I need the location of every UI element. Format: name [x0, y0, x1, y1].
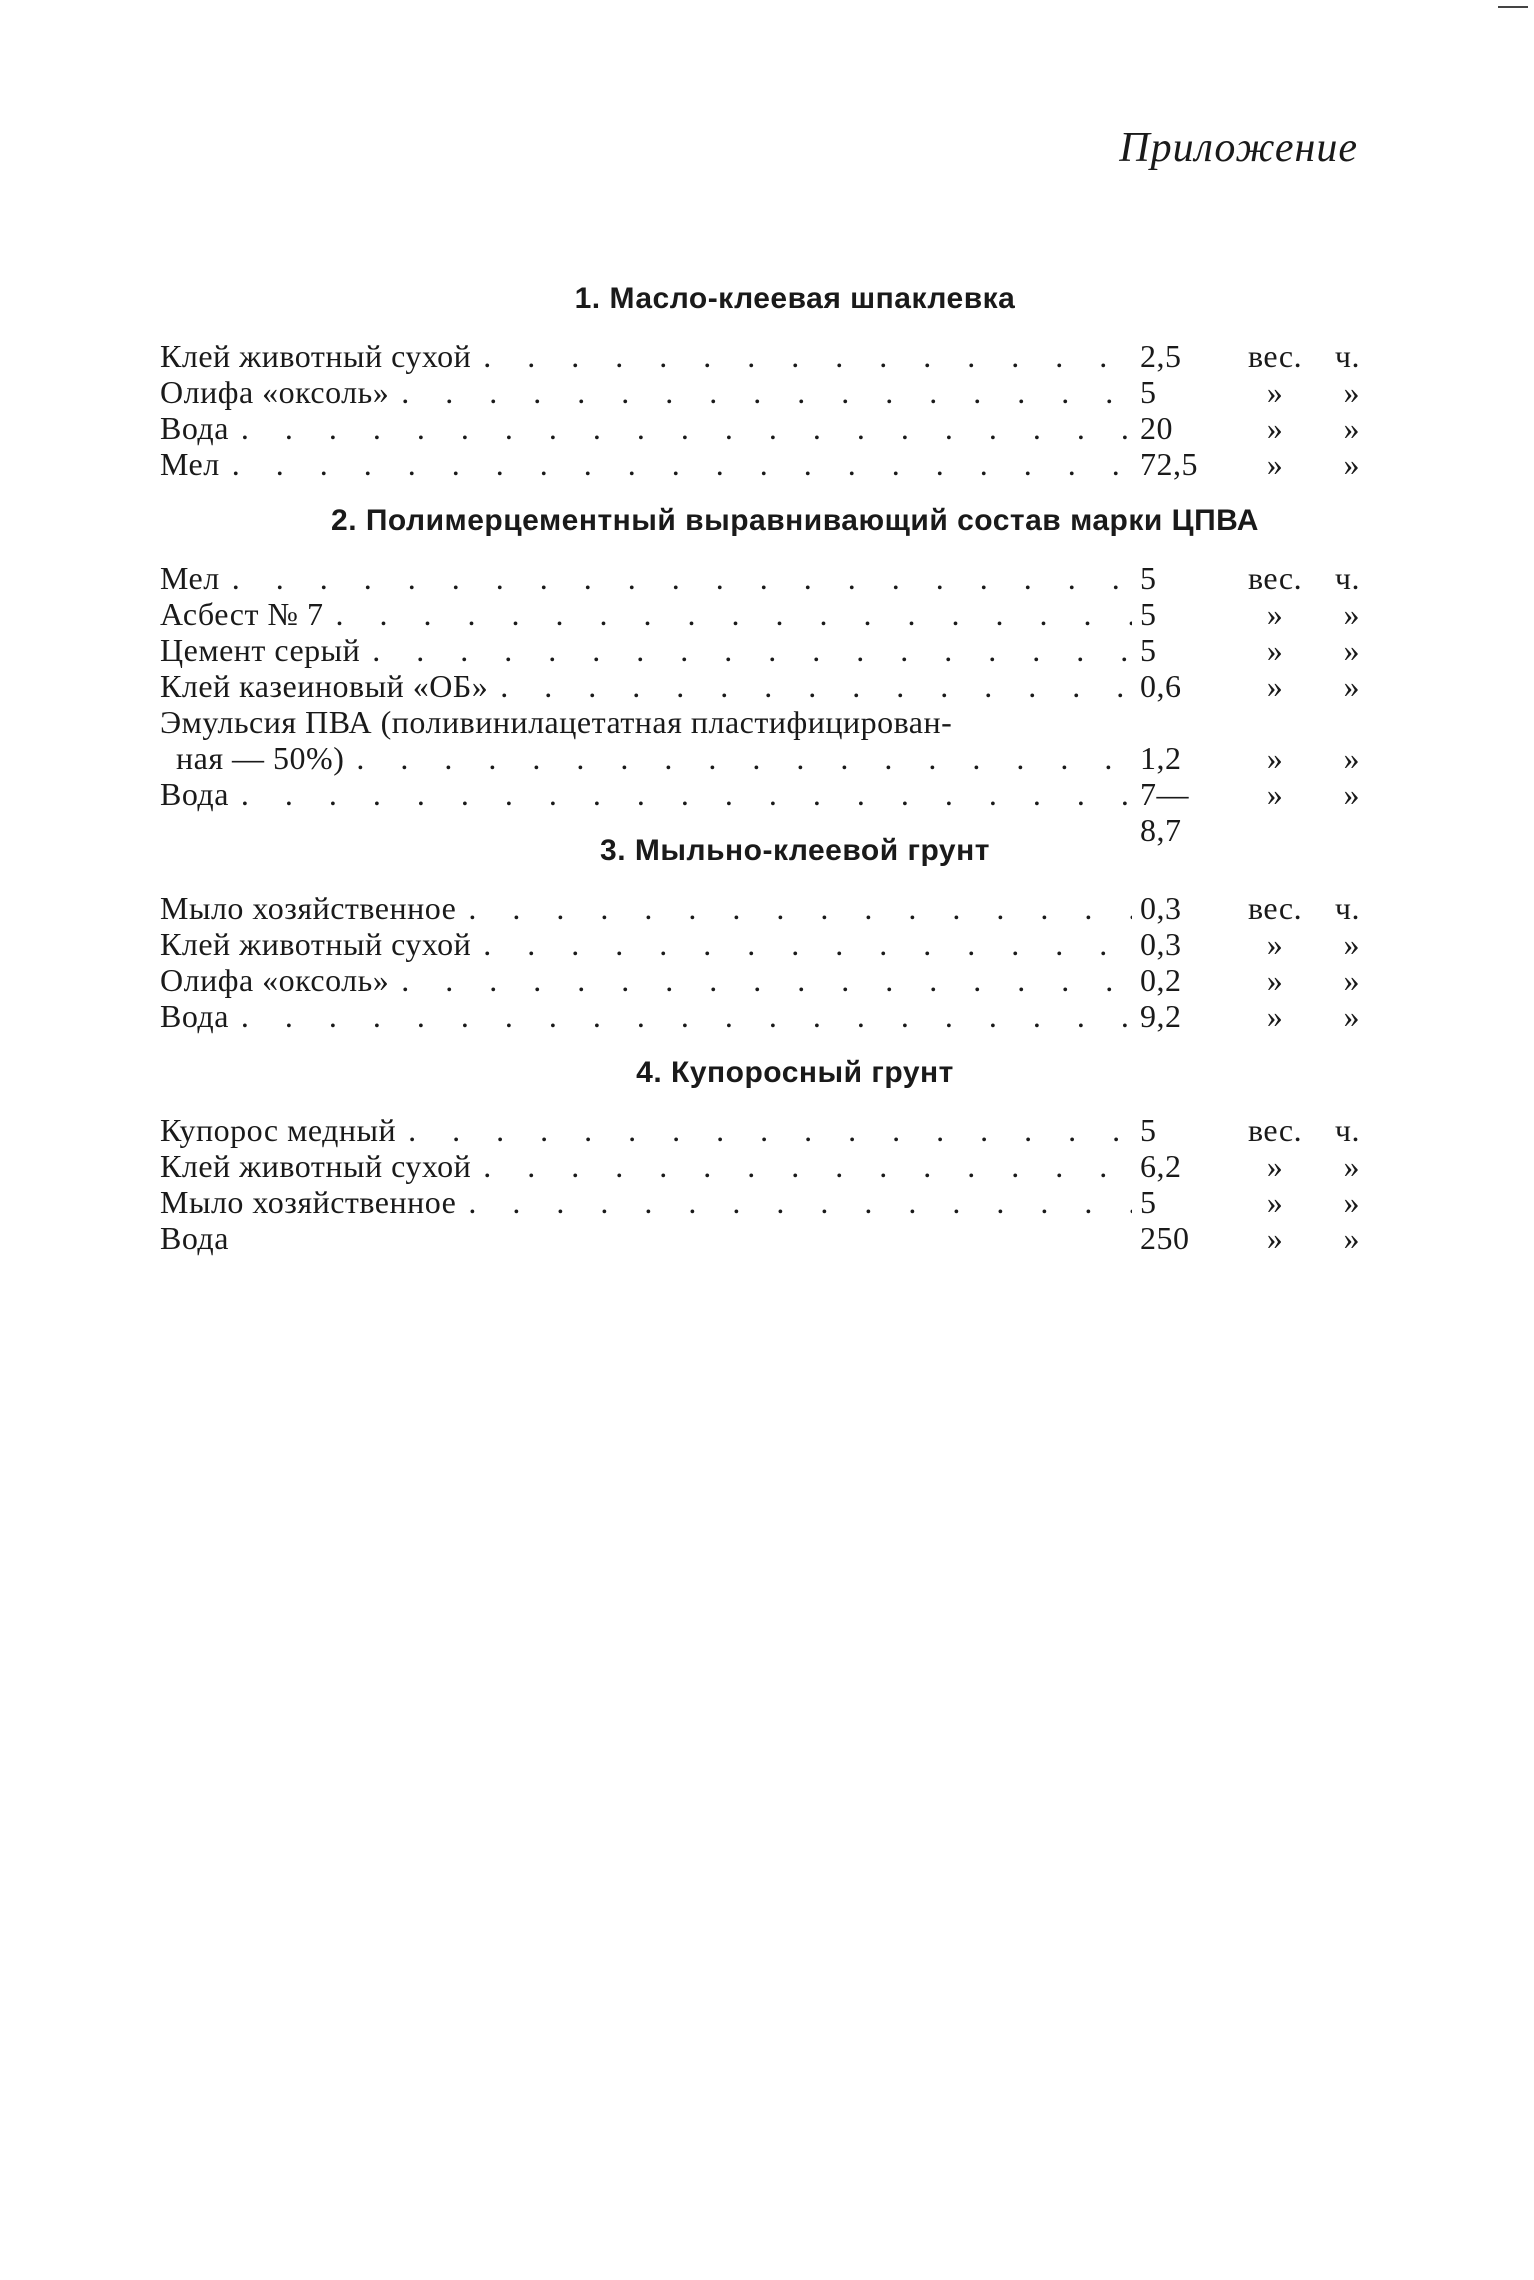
ingredient-unit-part: ч. — [1334, 560, 1360, 596]
dot-leader — [220, 560, 1132, 596]
dot-leader — [229, 998, 1132, 1034]
ingredient-unit-part: » — [1343, 1220, 1360, 1256]
ingredient-name: Вода — [160, 776, 229, 812]
dot-leader — [396, 1112, 1132, 1148]
ingredient-row — [160, 446, 1360, 482]
ingredient-unit-part: » — [1343, 926, 1360, 962]
ingredient-row — [160, 632, 1360, 668]
ingredient-row — [160, 1184, 1360, 1220]
ingredient-name: Мыло хозяйственное — [160, 1184, 457, 1220]
ingredient-name: Мел — [160, 446, 220, 482]
ingredient-list — [160, 338, 1360, 482]
ingredient-unit: » — [1266, 596, 1284, 632]
ingredient-unit: вес. — [1247, 1112, 1303, 1148]
dot-leader — [488, 668, 1132, 704]
ingredient-name: Олифа «оксоль» — [160, 962, 390, 998]
ingredient-quantity: 0,6 — [1140, 668, 1182, 704]
ingredient-unit-part: » — [1343, 1148, 1360, 1184]
ingredient-name: Клей животный сухой — [160, 1148, 472, 1184]
ingredient-quantity: 6,2 — [1140, 1148, 1182, 1184]
dot-leader — [471, 338, 1132, 374]
dot-leader — [229, 410, 1132, 446]
ingredient-name: Клей животный сухой — [160, 338, 472, 374]
dot-leader — [471, 926, 1132, 962]
ingredient-row — [160, 890, 1360, 926]
ingredient-unit-part: » — [1343, 446, 1360, 482]
ingredient-name-line1: Эмульсия ПВА (поливинилацетатная пластифицирован- — [160, 704, 953, 740]
section-title: 3. Мыльно-клеевой грунт — [600, 834, 990, 867]
ingredient-row — [160, 926, 1360, 962]
dot-leader — [344, 740, 1132, 776]
ingredient-unit: » — [1266, 668, 1284, 704]
ingredient-quantity: 0,2 — [1140, 962, 1182, 998]
ingredient-row — [160, 776, 1360, 848]
ingredient-name: Вода — [160, 998, 229, 1034]
ingredient-unit-part: » — [1343, 962, 1360, 998]
section-3 — [160, 834, 1360, 1034]
ingredient-unit-part: » — [1343, 410, 1360, 446]
dot-leader — [389, 962, 1132, 998]
dot-leader — [229, 776, 1132, 812]
ingredient-name: Олифа «оксоль» — [160, 374, 390, 410]
ingredient-unit-part: ч. — [1334, 338, 1360, 374]
ingredient-unit-part: » — [1343, 632, 1360, 668]
ingredient-list — [160, 1112, 1360, 1256]
ingredient-unit-part: » — [1343, 596, 1360, 632]
ingredient-name: Мел — [160, 560, 220, 596]
section-2 — [160, 504, 1360, 848]
ingredient-unit: » — [1266, 374, 1284, 410]
ingredient-unit-part: » — [1343, 740, 1360, 776]
ingredient-unit: вес. — [1247, 338, 1303, 374]
ingredient-row — [160, 962, 1360, 998]
ingredient-name: Вода — [160, 410, 229, 446]
ingredient-unit: » — [1266, 1220, 1284, 1256]
ingredient-unit-part: » — [1343, 374, 1360, 410]
ingredient-row — [160, 1112, 1360, 1148]
ingredient-row — [160, 1148, 1360, 1184]
ingredient-name: Асбест № 7 — [160, 596, 324, 632]
ingredient-name: Клей казеиновый «ОБ» — [160, 668, 489, 704]
ingredient-row — [160, 704, 1360, 776]
ingredient-unit-part: » — [1343, 776, 1360, 812]
section-4 — [160, 1056, 1360, 1256]
dot-leader — [456, 1184, 1132, 1220]
section-title: 4. Купоросный грунт — [636, 1056, 954, 1089]
ingredient-unit-part: » — [1343, 668, 1360, 704]
ingredient-unit-part: » — [1343, 1184, 1360, 1220]
ingredient-name: Вода — [160, 1220, 229, 1256]
ingredient-row — [160, 1220, 1360, 1256]
ingredient-quantity: 5 — [1140, 1112, 1157, 1148]
ingredient-row — [160, 410, 1360, 446]
ingredient-quantity: 5 — [1140, 374, 1157, 410]
ingredient-name: Купорос медный — [160, 1112, 397, 1148]
ingredient-unit: вес. — [1247, 890, 1303, 926]
dot-leader — [220, 446, 1132, 482]
ingredient-quantity: 250 — [1140, 1220, 1190, 1256]
ingredient-row — [160, 998, 1360, 1034]
ingredient-unit: » — [1266, 998, 1284, 1034]
ingredient-unit-part: ч. — [1334, 890, 1360, 926]
dot-leader — [360, 632, 1132, 668]
ingredient-row — [160, 668, 1360, 704]
ingredient-row — [160, 596, 1360, 632]
appendix-content — [160, 272, 1360, 1278]
ingredient-unit: » — [1266, 926, 1284, 962]
ingredient-unit: » — [1266, 632, 1284, 668]
ingredient-list — [160, 890, 1360, 1034]
ingredient-unit: » — [1266, 410, 1284, 446]
ingredient-unit: » — [1266, 1148, 1284, 1184]
ingredient-list — [160, 560, 1360, 848]
ingredient-quantity: 9,2 — [1140, 998, 1182, 1034]
ingredient-row — [160, 560, 1360, 596]
ingredient-quantity: 72,5 — [1140, 446, 1198, 482]
ingredient-quantity: 0,3 — [1140, 890, 1182, 926]
dot-leader — [471, 1148, 1132, 1184]
ingredient-unit: » — [1266, 740, 1284, 776]
ingredient-name: Цемент серый — [160, 632, 361, 668]
ingredient-quantity: 7—8,7 — [1140, 776, 1189, 848]
ingredient-name: ная — 50%) — [176, 740, 345, 776]
ingredient-unit: » — [1266, 962, 1284, 998]
ingredient-quantity: 5 — [1140, 596, 1157, 632]
ingredient-row — [160, 374, 1360, 410]
corner-mark — [1498, 6, 1528, 8]
ingredient-quantity: 5 — [1140, 632, 1157, 668]
dot-leader — [456, 890, 1132, 926]
ingredient-name: Мыло хозяйственное — [160, 890, 457, 926]
ingredient-quantity: 1,2 — [1140, 740, 1182, 776]
dot-leader — [323, 596, 1132, 632]
ingredient-unit-part: » — [1343, 998, 1360, 1034]
page-header: Приложение — [1119, 125, 1358, 171]
ingredient-unit: » — [1266, 776, 1284, 812]
ingredient-quantity: 5 — [1140, 560, 1157, 596]
ingredient-quantity: 20 — [1140, 410, 1173, 446]
ingredient-name: Клей животный сухой — [160, 926, 472, 962]
section-title: 2. Полимерцементный выравнивающий состав марки ЦПВА — [331, 504, 1259, 537]
ingredient-unit-part: ч. — [1334, 1112, 1360, 1148]
ingredient-quantity: 0,3 — [1140, 926, 1182, 962]
dot-leader — [389, 374, 1132, 410]
ingredient-unit: » — [1266, 446, 1284, 482]
ingredient-quantity: 5 — [1140, 1184, 1157, 1220]
section-1 — [160, 282, 1360, 482]
ingredient-quantity: 2,5 — [1140, 338, 1182, 374]
ingredient-row — [160, 338, 1360, 374]
section-title: 1. Масло-клеевая шпаклевка — [574, 282, 1016, 315]
ingredient-unit: вес. — [1247, 560, 1303, 596]
ingredient-unit: » — [1266, 1184, 1284, 1220]
